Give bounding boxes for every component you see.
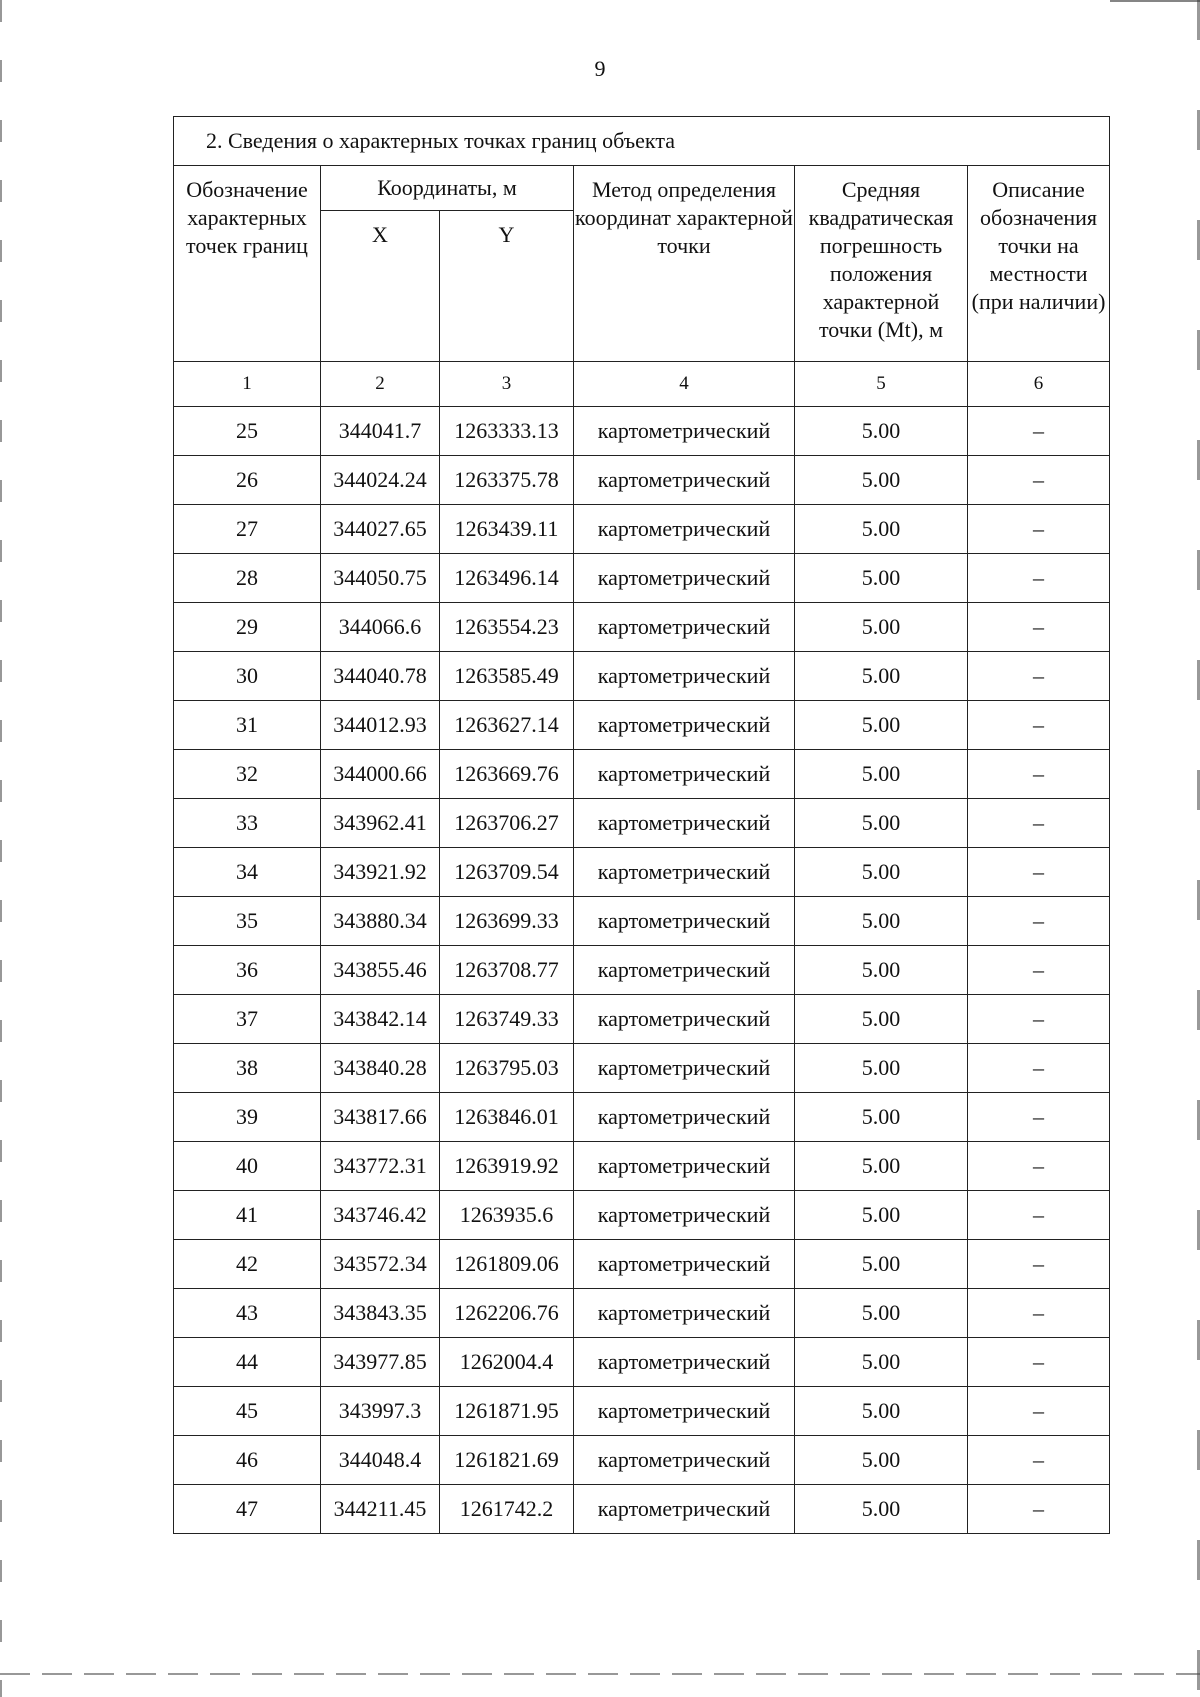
column-number: 4 [574, 362, 795, 407]
cell-point: 42 [174, 1240, 321, 1289]
cell-description: – [968, 995, 1110, 1044]
cell-y: 1263709.54 [440, 848, 574, 897]
cell-description: – [968, 897, 1110, 946]
cell-point: 28 [174, 554, 321, 603]
table-row [174, 1289, 1110, 1338]
cell-error: 5.00 [795, 701, 968, 750]
cell-method: картометрический [574, 1191, 795, 1240]
cell-x: 343921.92 [321, 848, 440, 897]
cell-y: 1263749.33 [440, 995, 574, 1044]
cell-description: – [968, 799, 1110, 848]
cell-y: 1263699.33 [440, 897, 574, 946]
cell-x: 344024.24 [321, 456, 440, 505]
cell-method: картометрический [574, 1240, 795, 1289]
cell-method: картометрический [574, 652, 795, 701]
cell-x: 343772.31 [321, 1142, 440, 1191]
cell-method: картометрический [574, 946, 795, 995]
cell-method: картометрический [574, 1338, 795, 1387]
cell-x: 343977.85 [321, 1338, 440, 1387]
cell-x: 344048.4 [321, 1436, 440, 1485]
cell-description: – [968, 603, 1110, 652]
cell-point: 38 [174, 1044, 321, 1093]
cell-y: 1263333.13 [440, 407, 574, 456]
cell-method: картометрический [574, 1044, 795, 1093]
cell-error: 5.00 [795, 995, 968, 1044]
header-description: Описание обозначения точки на местности (при наличии) [968, 166, 1110, 362]
table-row [174, 750, 1110, 799]
cell-y: 1263846.01 [440, 1093, 574, 1142]
cell-x: 344211.45 [321, 1485, 440, 1534]
cell-description: – [968, 946, 1110, 995]
table-row [174, 799, 1110, 848]
cell-description: – [968, 1387, 1110, 1436]
table-row [174, 407, 1110, 456]
column-number: 5 [795, 362, 968, 407]
cell-point: 33 [174, 799, 321, 848]
cell-error: 5.00 [795, 1142, 968, 1191]
cell-x: 343840.28 [321, 1044, 440, 1093]
cell-description: – [968, 505, 1110, 554]
cell-description: – [968, 1338, 1110, 1387]
cell-method: картометрический [574, 456, 795, 505]
table-title: 2. Сведения о характерных точках границ объекта [174, 117, 1110, 166]
cell-point: 26 [174, 456, 321, 505]
cell-error: 5.00 [795, 1191, 968, 1240]
scan-edge-left [0, 0, 2, 1697]
cell-error: 5.00 [795, 946, 968, 995]
cell-point: 40 [174, 1142, 321, 1191]
table-row [174, 995, 1110, 1044]
table-row [174, 554, 1110, 603]
cell-x: 344027.65 [321, 505, 440, 554]
cell-description: – [968, 1093, 1110, 1142]
cell-description: – [968, 1044, 1110, 1093]
cell-x: 343855.46 [321, 946, 440, 995]
cell-y: 1263919.92 [440, 1142, 574, 1191]
table-row [174, 701, 1110, 750]
cell-point: 25 [174, 407, 321, 456]
table-row [174, 1436, 1110, 1485]
cell-x: 344050.75 [321, 554, 440, 603]
cell-error: 5.00 [795, 505, 968, 554]
cell-error: 5.00 [795, 848, 968, 897]
cell-error: 5.00 [795, 1387, 968, 1436]
table-row [174, 1093, 1110, 1142]
cell-y: 1263795.03 [440, 1044, 574, 1093]
cell-y: 1263496.14 [440, 554, 574, 603]
table-row [174, 1191, 1110, 1240]
cell-x: 343842.14 [321, 995, 440, 1044]
cell-y: 1261871.95 [440, 1387, 574, 1436]
table-row [174, 652, 1110, 701]
cell-description: – [968, 1142, 1110, 1191]
cell-method: картометрический [574, 750, 795, 799]
table-row [174, 946, 1110, 995]
cell-description: – [968, 1485, 1110, 1534]
cell-description: – [968, 750, 1110, 799]
cell-error: 5.00 [795, 1436, 968, 1485]
cell-point: 30 [174, 652, 321, 701]
cell-description: – [968, 848, 1110, 897]
cell-y: 1263627.14 [440, 701, 574, 750]
cell-point: 46 [174, 1436, 321, 1485]
header-y: Y [440, 211, 574, 362]
header-coords: Координаты, м [321, 166, 574, 211]
table-row [174, 848, 1110, 897]
column-number: 3 [440, 362, 574, 407]
scan-edge-top [1110, 0, 1200, 2]
cell-method: картометрический [574, 1485, 795, 1534]
table-row [174, 1485, 1110, 1534]
cell-description: – [968, 554, 1110, 603]
header-error: Средняя квадратическая погрешность положения характерной точки (Mt), м [795, 166, 968, 362]
table-row [174, 603, 1110, 652]
cell-y: 1261742.2 [440, 1485, 574, 1534]
cell-method: картометрический [574, 995, 795, 1044]
cell-point: 32 [174, 750, 321, 799]
cell-method: картометрический [574, 897, 795, 946]
cell-point: 29 [174, 603, 321, 652]
cell-method: картометрический [574, 799, 795, 848]
cell-point: 45 [174, 1387, 321, 1436]
cell-point: 47 [174, 1485, 321, 1534]
cell-error: 5.00 [795, 1240, 968, 1289]
cell-point: 27 [174, 505, 321, 554]
table-row [174, 1338, 1110, 1387]
cell-x: 343746.42 [321, 1191, 440, 1240]
cell-point: 34 [174, 848, 321, 897]
cell-error: 5.00 [795, 799, 968, 848]
cell-y: 1263375.78 [440, 456, 574, 505]
cell-y: 1263585.49 [440, 652, 574, 701]
cell-x: 343880.34 [321, 897, 440, 946]
cell-error: 5.00 [795, 603, 968, 652]
cell-method: картометрический [574, 848, 795, 897]
table-row [174, 1044, 1110, 1093]
cell-x: 343572.34 [321, 1240, 440, 1289]
cell-y: 1261821.69 [440, 1436, 574, 1485]
cell-error: 5.00 [795, 652, 968, 701]
cell-point: 43 [174, 1289, 321, 1338]
cell-y: 1262206.76 [440, 1289, 574, 1338]
column-number: 6 [968, 362, 1110, 407]
cell-error: 5.00 [795, 407, 968, 456]
cell-x: 343997.3 [321, 1387, 440, 1436]
cell-error: 5.00 [795, 750, 968, 799]
cell-point: 41 [174, 1191, 321, 1240]
cell-method: картометрический [574, 407, 795, 456]
cell-error: 5.00 [795, 1044, 968, 1093]
page-number: 9 [594, 56, 606, 81]
cell-point: 35 [174, 897, 321, 946]
cell-y: 1263554.23 [440, 603, 574, 652]
cell-x: 344012.93 [321, 701, 440, 750]
cell-description: – [968, 1240, 1110, 1289]
cell-method: картометрический [574, 1436, 795, 1485]
cell-error: 5.00 [795, 897, 968, 946]
cell-method: картометрический [574, 505, 795, 554]
cell-description: – [968, 1191, 1110, 1240]
cell-description: – [968, 652, 1110, 701]
cell-method: картометрический [574, 1387, 795, 1436]
scan-edge-bottom [0, 1673, 1200, 1675]
table-row [174, 1387, 1110, 1436]
boundary-points-table [173, 116, 1110, 1534]
cell-method: картометрический [574, 701, 795, 750]
cell-method: картометрический [574, 1289, 795, 1338]
cell-y: 1263439.11 [440, 505, 574, 554]
cell-description: – [968, 1289, 1110, 1338]
cell-error: 5.00 [795, 456, 968, 505]
cell-y: 1263669.76 [440, 750, 574, 799]
cell-description: – [968, 701, 1110, 750]
table-row [174, 456, 1110, 505]
table-row [174, 505, 1110, 554]
cell-point: 39 [174, 1093, 321, 1142]
cell-method: картометрический [574, 1142, 795, 1191]
column-number: 1 [174, 362, 321, 407]
cell-y: 1263706.27 [440, 799, 574, 848]
cell-x: 343843.35 [321, 1289, 440, 1338]
table-row [174, 1240, 1110, 1289]
cell-description: – [968, 1436, 1110, 1485]
cell-y: 1263708.77 [440, 946, 574, 995]
cell-x: 343817.66 [321, 1093, 440, 1142]
cell-point: 44 [174, 1338, 321, 1387]
cell-error: 5.00 [795, 1485, 968, 1534]
cell-description: – [968, 407, 1110, 456]
cell-error: 5.00 [795, 554, 968, 603]
cell-x: 344000.66 [321, 750, 440, 799]
cell-x: 344040.78 [321, 652, 440, 701]
cell-x: 344066.6 [321, 603, 440, 652]
cell-x: 343962.41 [321, 799, 440, 848]
cell-description: – [968, 456, 1110, 505]
header-method: Метод определения координат характерной точки [574, 166, 795, 362]
cell-error: 5.00 [795, 1338, 968, 1387]
cell-y: 1262004.4 [440, 1338, 574, 1387]
header-x: X [321, 211, 440, 362]
cell-point: 36 [174, 946, 321, 995]
cell-error: 5.00 [795, 1289, 968, 1338]
column-number: 2 [321, 362, 440, 407]
cell-method: картометрический [574, 1093, 795, 1142]
header-point: Обозначение характерных точек границ [174, 166, 321, 362]
cell-point: 37 [174, 995, 321, 1044]
cell-x: 344041.7 [321, 407, 440, 456]
cell-y: 1261809.06 [440, 1240, 574, 1289]
table-row [174, 1142, 1110, 1191]
cell-point: 31 [174, 701, 321, 750]
cell-error: 5.00 [795, 1093, 968, 1142]
table-row [174, 897, 1110, 946]
cell-method: картометрический [574, 554, 795, 603]
cell-y: 1263935.6 [440, 1191, 574, 1240]
cell-method: картометрический [574, 603, 795, 652]
